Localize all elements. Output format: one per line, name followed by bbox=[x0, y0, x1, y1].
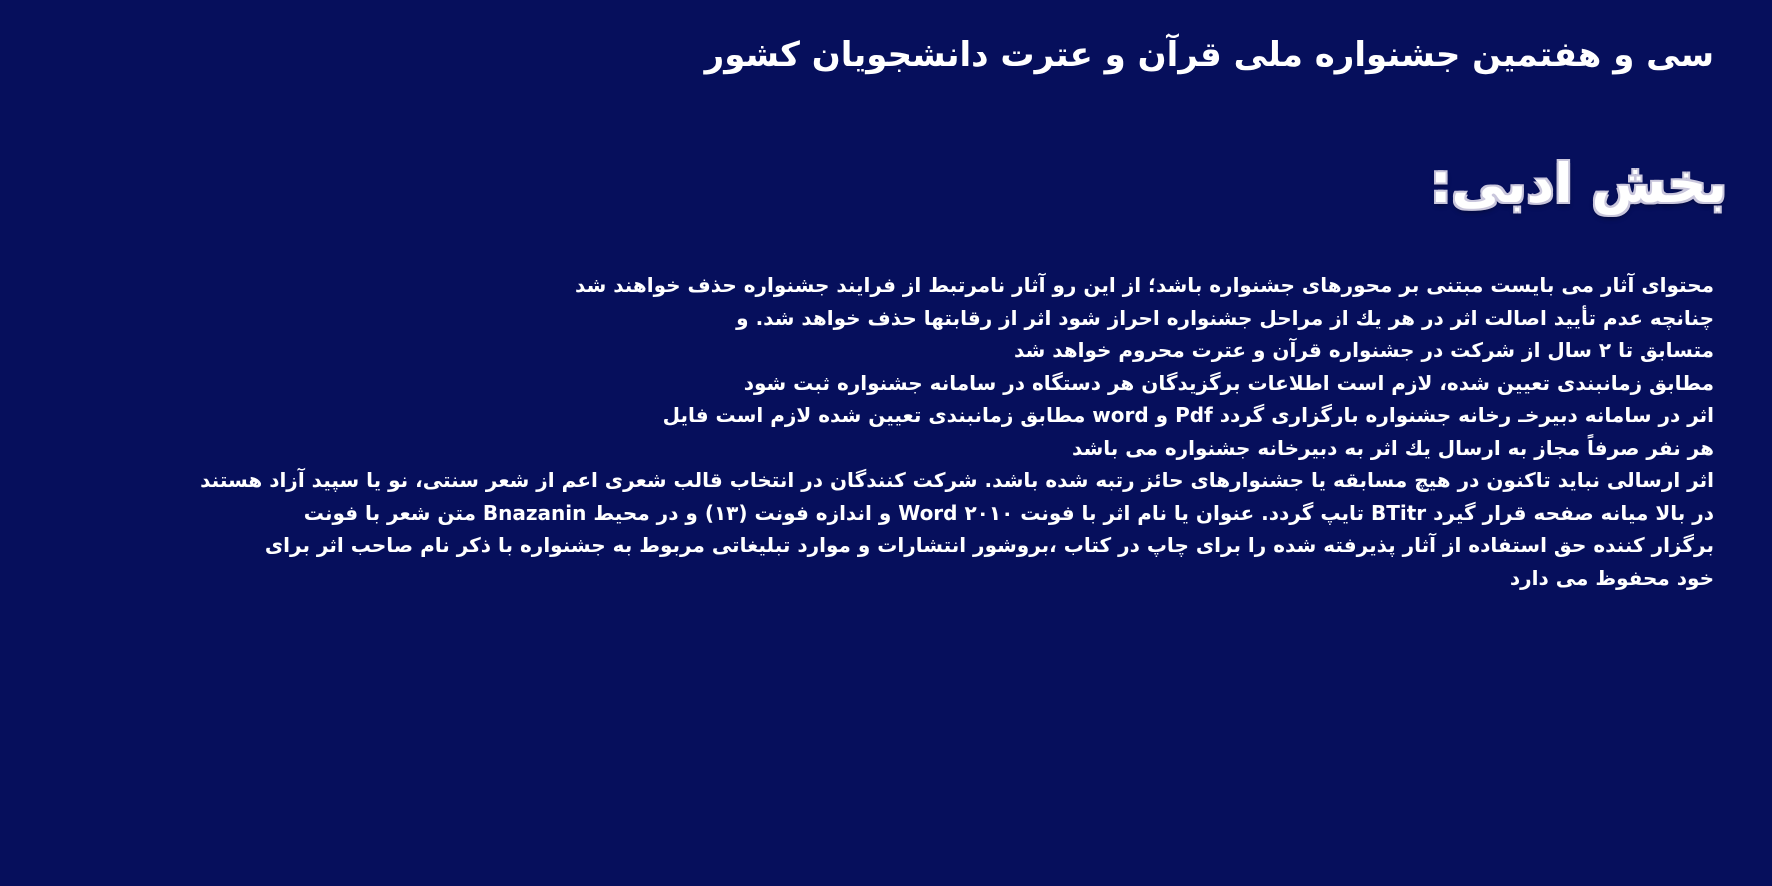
body-line: متسابق تا ۲ سال از شرکت در جشنواره قرآن و عترت محروم خواهد شد bbox=[1014, 338, 1714, 362]
body-line: محتوای آثار می بایست مبتنی بر محورهای جشنواره باشد؛ از این رو آثار نامرتبط از فرایند جشنواره حذف خواهند شد bbox=[575, 273, 1714, 297]
body-line: خود محفوظ می دارد bbox=[1509, 565, 1714, 590]
body-line: برگزار کننده حق استفاده از آثار پذیرفته شده را برای چاپ در کتاب ،بروشور انتشارات و موارد تبلیغاتی مربوط به جشنواره با ذکر نام صاحب اثر برای bbox=[264, 533, 1714, 557]
body-line: در بالا میانه صفحه قرار گیرد BTitr تایپ گردد. عنوان یا نام اثر با فونت Word ۲۰۱۰ و اندازه فونت (۱۳) و در محیط Bnazanin متن شعر با فونت bbox=[303, 500, 1714, 525]
body-line: چنانچه عدم تأیید اصالت اثر در هر یك از مراحل جشنواره احراز شود اثر از رقابتها حذف خواهد شد. و bbox=[736, 305, 1714, 330]
body-line: اثر ارسالی نباید تاکنون در هیچ مسابقه یا جشنوارهای حائز رتبه شده باشد. شرکت کنندگان در انتخاب قالب شعری اعم از شعر سنتی، نو یا سپید آزاد هستند bbox=[200, 468, 1714, 492]
body-line: هر نفر صرفاً مجاز به ارسال یك اثر به دبیرخانه جشنواره می باشد bbox=[1072, 435, 1714, 460]
page-title: سی و هفتمین جشنواره ملی قرآن و عترت دانشجویان کشور bbox=[704, 35, 1714, 75]
body-line: مطابق زمانبندی تعیین شده، لازم است اطلاعات برگزیدگان هر دستگاه در سامانه جشنواره ثبت شود bbox=[743, 370, 1714, 395]
body-text bbox=[54, 269, 1714, 594]
section-heading: بخش ادبی: bbox=[1429, 152, 1727, 215]
body-line: اثر در سامانه دبیرخـ رخانه جشنواره بارگزاری گردد Pdf و word مطابق زمانبندی تعیین شده لازم است فایل bbox=[662, 403, 1714, 427]
